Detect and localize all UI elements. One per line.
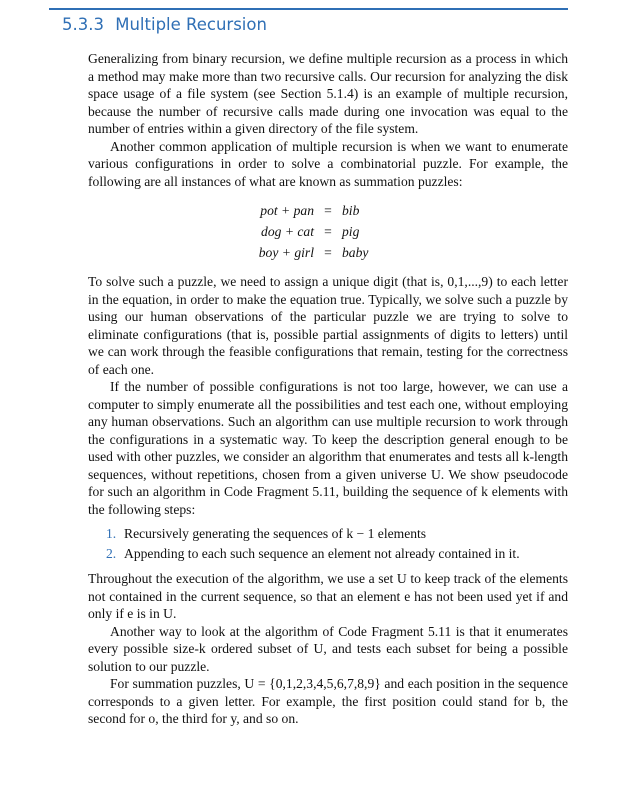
section-heading bbox=[62, 15, 267, 34]
section-number: 5.3.3 bbox=[62, 15, 104, 34]
section-title: Multiple Recursion bbox=[115, 15, 267, 34]
equation-rel: = bbox=[324, 224, 332, 239]
paragraph-6: Another way to look at the algorithm of Code Fragment 5.11 is that it enumerates every possible size-k ordered subset of U, and tests each subset for being a possible solution to our puzzle. bbox=[88, 623, 568, 674]
step-number: 2. bbox=[106, 546, 117, 561]
paragraph-3: To solve such a puzzle, we need to assign a unique digit (that is, 0,1,...,9) to each letter in the equation, in order to make the equation true. Typically, we solve such a puzzle by using our human observations of the particular puzzle we are trying to solve to eliminate configurations (that is, possible partial assignments of digits to letters) until we can work through the feasible configurations that remain, testing for the correctness of each one. bbox=[88, 274, 568, 377]
paragraph-7: For summation puzzles, U = {0,1,2,3,4,5,6,7,8,9} and each position in the sequence corresponds to a given letter. For example, the first position could stand for b, the second for o, the third for y, and so on. bbox=[88, 676, 568, 726]
paragraph-5: Throughout the execution of the algorithm, we use a set U to keep track of the elements not contained in the current sequence, so that an element e has not been used yet if and only if e is in U. bbox=[88, 571, 568, 621]
paragraph-4: If the number of possible configurations is not too large, however, we can use a computer to simply enumerate all the possibilities and test each one, without employing any human observations. Such an algorithm can use multiple recursion to work through the configurations in a systematic way. To keep the description general enough to be used with other puzzles, we consider an algorithm that enumerates and tests all k-length sequences, without repetitions, chosen from a given universe U. We show pseudocode for such an algorithm in Code Fragment 5.11, building the sequence of k elements with the following steps: bbox=[88, 379, 568, 517]
summation-equations bbox=[88, 200, 568, 263]
header-rule bbox=[49, 8, 568, 10]
step-item-1 bbox=[106, 524, 568, 544]
equation-rhs: baby bbox=[342, 245, 369, 260]
equation-lhs: dog + cat bbox=[261, 224, 314, 239]
step-text: Appending to each such sequence an element not already contained in it. bbox=[124, 546, 520, 561]
step-number: 1. bbox=[106, 526, 117, 541]
body-text bbox=[88, 50, 568, 728]
equation-lhs: pot + pan bbox=[260, 203, 314, 218]
equation-2 bbox=[88, 221, 568, 242]
paragraph-1: Generalizing from binary recursion, we define multiple recursion as a process in which a method may make more than two recursive calls. Our recursion for analyzing the disk space usage of a file system (see Section 5.1.4) is an example of multiple recursion, because the number of recursive calls made during one invocation was equal to the number of entries within a given directory of the file system. bbox=[88, 51, 568, 136]
equation-rel: = bbox=[324, 245, 332, 260]
step-item-2 bbox=[106, 544, 568, 564]
equation-rel: = bbox=[324, 203, 332, 218]
equation-lhs: boy + girl bbox=[258, 245, 314, 260]
equation-rhs: pig bbox=[342, 224, 360, 239]
equation-1 bbox=[88, 200, 568, 221]
step-text: Recursively generating the sequences of k − 1 elements bbox=[124, 526, 427, 541]
paragraph-2: Another common application of multiple recursion is when we want to enumerate various configurations in order to solve a combinatorial puzzle. For example, the following are all instances of what are known as summation puzzles: bbox=[88, 138, 568, 189]
equation-3 bbox=[88, 242, 568, 263]
equation-rhs: bib bbox=[342, 203, 360, 218]
steps-list bbox=[88, 524, 568, 564]
